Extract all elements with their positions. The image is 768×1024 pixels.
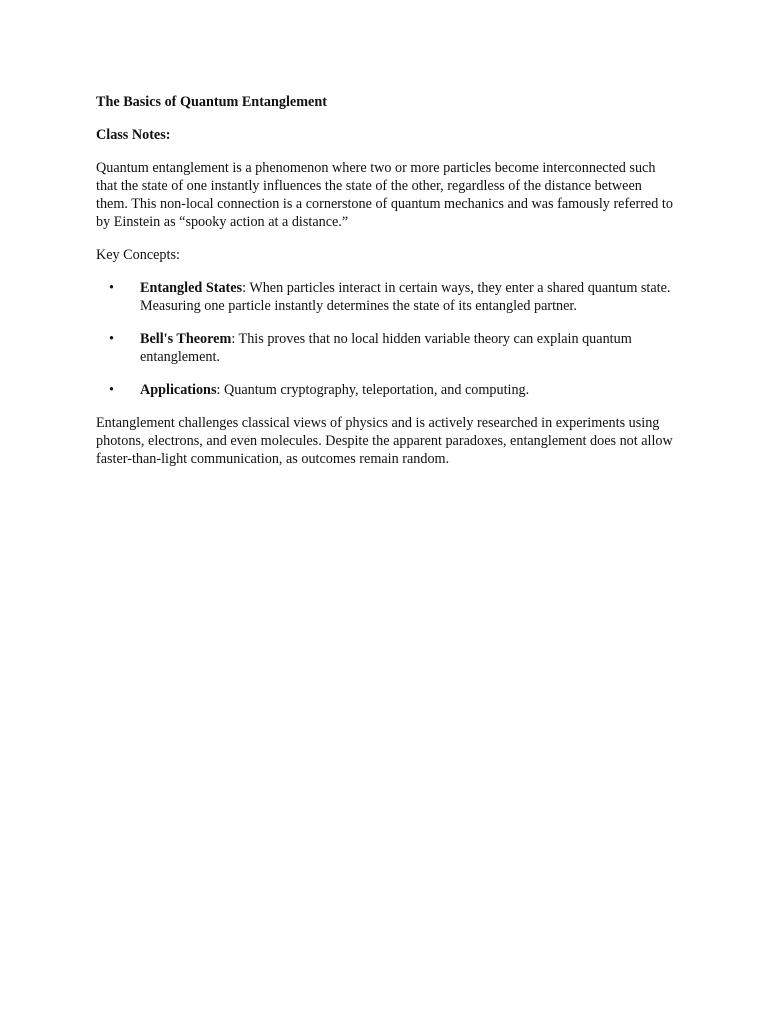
concept-text: : Quantum cryptography, teleportation, and computing. — [216, 382, 530, 398]
list-item-bells-theorem — [96, 330, 676, 366]
concept-term: Entangled States — [140, 280, 243, 296]
bullet-icon: • — [109, 382, 114, 398]
document-page — [96, 93, 676, 483]
list-item-entangled-states — [96, 279, 676, 315]
concept-term: Applications — [140, 382, 217, 398]
conclusion-paragraph: Entanglement challenges classical views of physics and is actively researched in experiments using photons, electrons, and even molecules. Despite the apparent paradoxes, entanglement does not allow faster-than-light communication, as outcomes remain random. — [96, 415, 673, 467]
document-title: The Basics of Quantum Entanglement — [96, 94, 327, 110]
concept-term: Bell's Theorem — [140, 331, 232, 347]
concept-text: : This proves that no local hidden variable theory can explain quantum entanglement. — [140, 331, 632, 365]
concept-text: : When particles interact in certain ways, they enter a shared quantum state. Measuring one particle instantly determines the state of its entangled partner. — [140, 280, 671, 314]
list-item-applications — [96, 381, 676, 399]
key-concepts-heading: Key Concepts: — [96, 247, 180, 263]
intro-paragraph: Quantum entanglement is a phenomenon where two or more particles become interconnected such that the state of one instantly influences the state of the other, regardless of the distance between them. This non-local connection is a cornerstone of quantum mechanics and was famously referred to by Einstein as “spooky action at a distance.” — [96, 160, 673, 230]
bullet-icon: • — [109, 280, 114, 296]
bullet-icon: • — [109, 331, 114, 347]
key-concepts-list — [96, 279, 676, 399]
document-subtitle: Class Notes: — [96, 127, 171, 143]
